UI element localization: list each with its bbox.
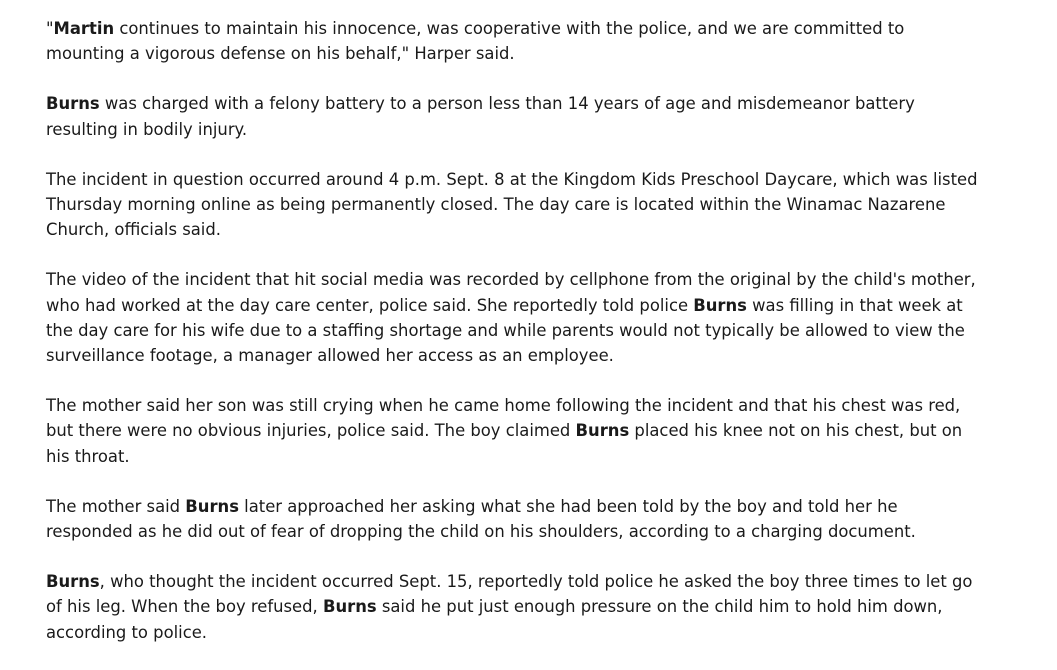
text-segment: was charged with a felony battery to a person less than 14 years of age and misdemeanor battery resulting in bodily injury. [46, 94, 915, 139]
text-segment: said he put just enough pressure on the child him to hold him down, according to police. [46, 597, 943, 642]
person-name: Martin [53, 19, 115, 38]
text-segment: later approached her asking what she had been told by the boy and told her he responded as he did out of fear of dropping the child on his shoulders, according to a charging document. [46, 496, 916, 542]
text-segment: The mother said her son was still crying when he came home following the incident and that his chest was red, but there were no obvious injuries, police said. The boy claimed [46, 396, 961, 441]
article-paragraph [46, 569, 986, 645]
text-segment: continues to maintain his innocence, was cooperative with the police, and we are committed to mounting a vigorous defense on his behalf," Harper said. [46, 19, 905, 64]
person-name: Burns [46, 94, 100, 114]
article-paragraph [46, 16, 986, 66]
person-name: Burns [693, 295, 747, 315]
person-name: Burns [575, 421, 630, 441]
article-body [46, 16, 986, 670]
text-segment: The video of the incident that hit social media was recorded by cellphone from the original by the child's mother, who had worked at the day care center, police said. She reportedly told police [46, 270, 976, 315]
text-segment: , who thought the incident occurred Sept. 15, reportedly told police he asked the boy three times to let go of his leg. When the boy refused, [46, 572, 973, 617]
article-paragraph [46, 167, 986, 243]
person-name: Burns [322, 597, 377, 617]
article-paragraph [46, 91, 986, 141]
text-segment: was filling in that week at the day care for his wife due to a staffing shortage and while parents would not typically be allowed to view the surveillance footage, a manager allowed her access as an employee. [46, 295, 965, 366]
text-segment: The mother said [46, 496, 186, 516]
text-segment: " [46, 19, 54, 38]
article-paragraph [46, 267, 986, 368]
article-paragraph [46, 393, 986, 469]
person-name: Burns [185, 496, 239, 516]
article-paragraph [46, 494, 986, 544]
person-name: Burns [46, 572, 100, 592]
text-segment: placed his knee not on his chest, but on his throat. [46, 421, 963, 466]
text-segment: The incident in question occurred around 4 p.m. Sept. 8 at the Kingdom Kids Preschool Daycare, which was listed Thursday morning online as being permanently closed. The day care is located within the Winamac Nazarene Church, officials said. [46, 169, 978, 240]
